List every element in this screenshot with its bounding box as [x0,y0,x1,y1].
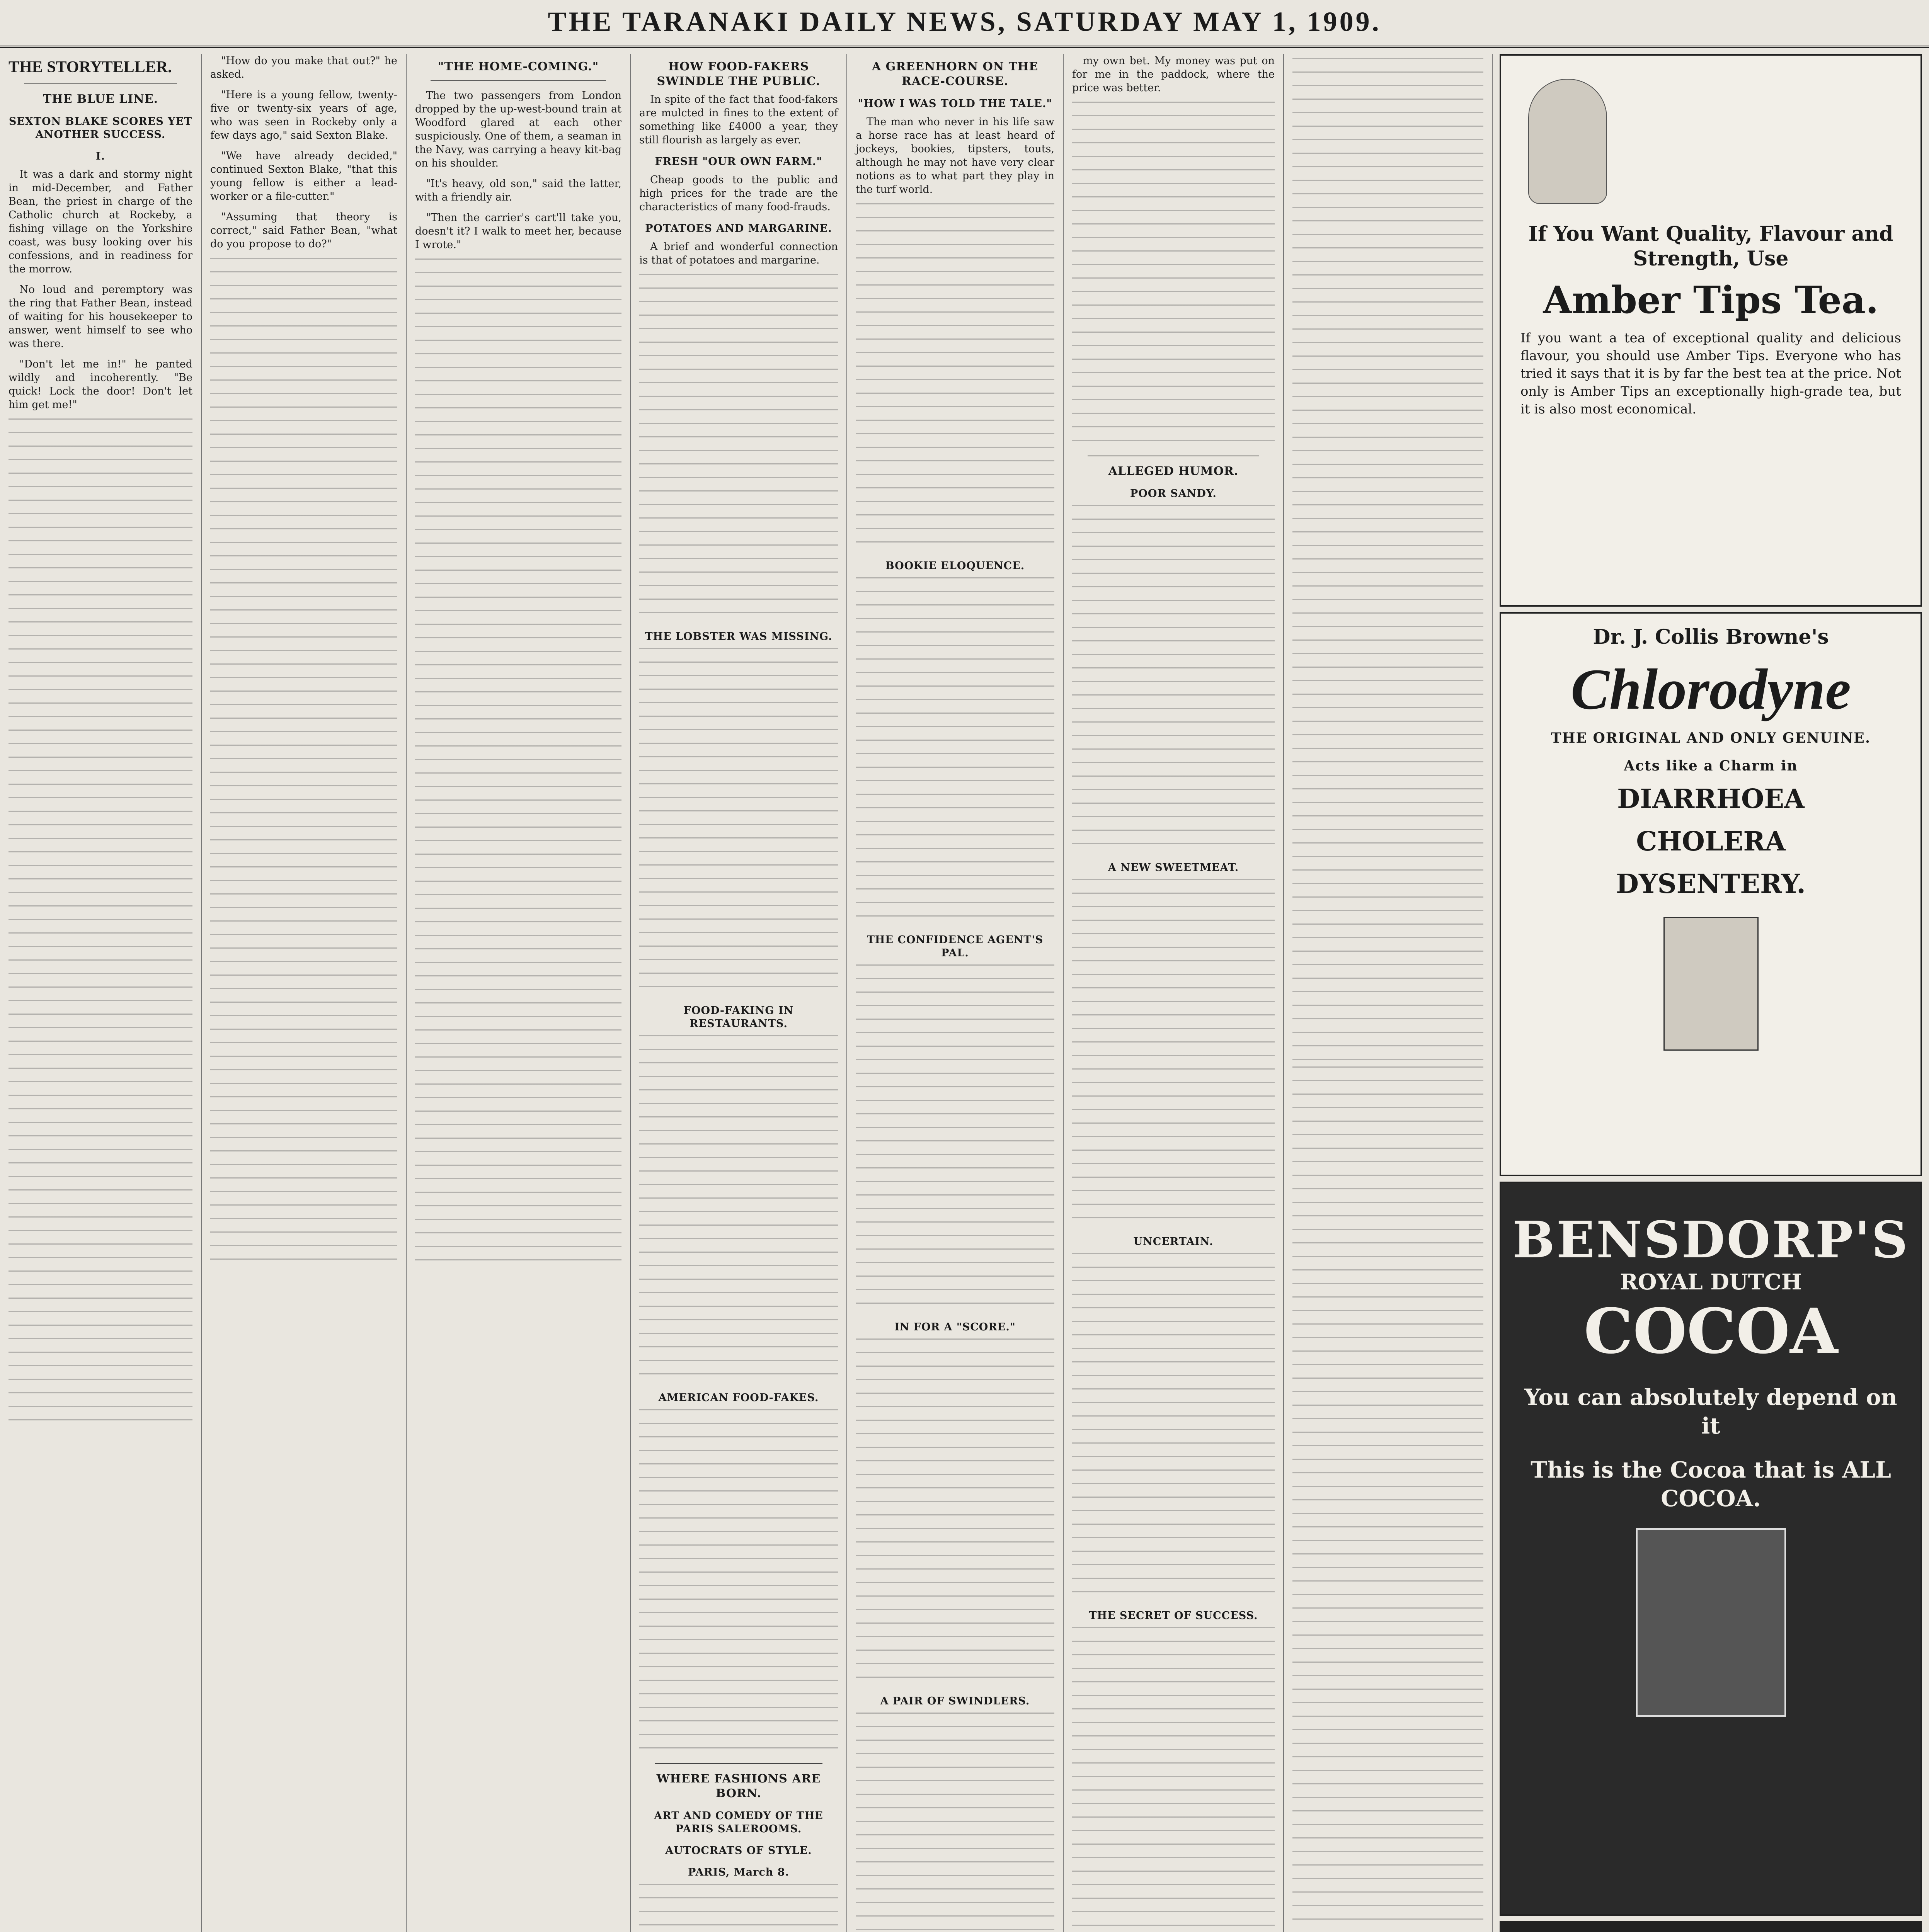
ad-tagline: Acts like a Charm in [1624,758,1798,774]
article-heading: ALLEGED HUMOR. [1108,464,1239,478]
column-home-coming [406,54,630,1932]
article-text-block [639,1884,838,1932]
ad-copy: If you want a tea of exceptional quality and delicious flavour, you should use Amber Tips. Everyone who has tried it says that it is by far the best tea at the price. Not only is Amber Tips an exceptionally high-grade tea, but it is also most economical. [1520,330,1901,417]
advertisements-column [1492,54,1929,1932]
section-heading: THE STORYTELLER. [9,58,172,76]
article-subheading: "HOW I WAS TOLD THE TALE." [858,98,1052,110]
ad-tagline: THE ORIGINAL AND ONLY GENUINE. [1551,730,1871,746]
chlorodyne-ad [1500,612,1922,1176]
article-paragraph: "Here is a young fellow, twenty-five or twenty-six years of age, who was seen in Rockeby only a few days ago," said Sexton Blake. [210,89,397,141]
ad-ailment: DIARRHOEA [1617,784,1805,815]
article-text-block [1072,1253,1275,1601]
article-text-block [1072,879,1275,1227]
ad-headline: If You Want Quality, Flavour and Strength, Use [1528,222,1893,270]
article-subheading: POTATOES AND MARGARINE. [645,223,832,235]
bottle-illustration [1663,917,1759,1051]
divider [655,1763,822,1764]
article-subheading: AUTOCRATS OF STYLE. [665,1845,812,1857]
article-text-block [856,577,1054,925]
ad-tagline: You can absolutely depend on it [1524,1384,1897,1439]
article-paragraph: "We have already decided," continued Sexton Blake, "that this young fellow is either a lead-worker or a file-cutter." [210,150,397,202]
column-story-continued [201,54,406,1932]
article-subheading: THE LOBSTER WAS MISSING. [645,631,833,643]
article-paragraph: In spite of the fact that food-fakers are mulcted in fines to the extent of something like £4000 a year, they still flourish as largely as ever. [639,94,838,146]
woman-portrait-illustration [1528,79,1607,204]
divider [24,83,177,84]
article-dateline: PARIS, March 8. [688,1866,789,1878]
ad-ailment: CHOLERA [1636,826,1786,857]
article-text-block [210,258,397,1262]
ad-maker: Dr. J. Collis Browne's [1593,625,1829,649]
article-paragraph: Cheap goods to the public and high prices for the trade are the characteristics of many food-frauds. [639,174,838,213]
article-text-block [639,648,838,996]
ad-tagline: ROYAL DUTCH [1620,1269,1802,1295]
ad-ailment: DYSENTERY. [1616,869,1806,900]
article-subheading: AMERICAN FOOD-FAKES. [658,1392,819,1404]
article-subheading: FRESH "OUR OWN FARM." [655,156,822,168]
ad-product: COCOA [1583,1295,1838,1367]
article-paragraph: A brief and wonderful connection is that of potatoes and margarine. [639,241,838,266]
bensdorp-cocoa-ad [1500,1182,1922,1916]
ad-brand: BENSDORP'S [1512,1210,1910,1269]
article-heading: HOW FOOD-FAKERS SWINDLE THE PUBLIC. [657,60,821,88]
ad-brand: Chlorodyne [1570,657,1851,721]
article-paragraph: It was a dark and stormy night in mid-December, and Father Bean, the priest in charge of the Catholic church at Rockeby, a fishing village on the Yorkshire coast, was busy looking over his confessions, and in readiness for the morrow. [9,168,192,275]
masthead-title: THE TARANAKI DAILY NEWS, SATURDAY MAY 1, 1909. [548,6,1381,37]
column-alleged-humor [1063,54,1283,1932]
article-text-block [856,203,1054,551]
amber-tips-tea-ad [1500,54,1922,607]
article-heading: WHERE FASHIONS ARE BORN. [656,1772,821,1800]
story-subtitle: SEXTON BLAKE SCORES YET ANOTHER SUCCESS. [9,116,192,141]
article-subheading: BOOKIE ELOQUENCE. [885,560,1025,572]
article-text-block [1292,1066,1483,1932]
article-text-block [1072,102,1275,449]
article-subheading: ART AND COMEDY OF THE PARIS SALEROOMS. [654,1810,823,1835]
newspaper-masthead [0,0,1929,48]
ad-brand: Amber Tips Tea. [1543,278,1879,322]
article-paragraph: my own bet. My money was put on for me in the paddock, where the price was better. [1072,55,1275,94]
article-text-block [9,418,192,1423]
column-food-fakers [630,54,846,1932]
column-humor-continued [1283,54,1492,1932]
article-text-block [639,1409,838,1757]
article-subheading: IN FOR A "SCORE." [894,1321,1016,1333]
article-subheading: THE CONFIDENCE AGENT'S PAL. [867,934,1044,959]
article-paragraph: "Don't let me in!" he panted wildly and incoherently. "Be quick! Lock the door! Don't let him get me!" [9,358,192,411]
article-paragraph: The man who never in his life saw a horse race has at least heard of jockeys, bookies, tipsters, touts, although he may not have very clear notions as to what part they play in the turf world. [856,116,1054,196]
article-subheading: UNCERTAIN. [1133,1236,1214,1248]
article-text-block [856,1338,1054,1686]
article-paragraph: "Then the carrier's cart'll take you, doesn't it? I walk to meet her, because I wrote." [415,212,621,251]
article-text-block [1292,58,1483,1063]
article-subheading: POOR SANDY. [1130,488,1217,500]
divider [431,80,606,81]
chapter-number: I. [95,150,106,162]
article-subheading: A PAIR OF SWINDLERS. [880,1695,1030,1707]
article-paragraph: "It's heavy, old son," said the latter, with a friendly air. [415,178,621,203]
column-storyteller [0,54,201,1932]
article-text-block [856,1713,1054,1932]
article-paragraph: The two passengers from London dropped by the up-west-bound train at Woodford glared at each other suspiciously. One of them, a seaman in the Navy, was carrying a heavy kit-bag on his shoulder. [415,90,621,169]
article-subheading: THE SECRET OF SUCCESS. [1089,1610,1258,1622]
article-subheading: FOOD-FAKING IN RESTAURANTS. [683,1005,794,1030]
article-text-block [856,964,1054,1312]
article-heading: "THE HOME-COMING." [438,60,599,73]
article-text-block [415,259,621,1263]
article-text-block [1072,1627,1275,1932]
ad-headline [1501,1923,1920,1932]
article-heading: A GREENHORN ON THE RACE-COURSE. [872,60,1039,88]
story-title: THE BLUE LINE. [43,92,158,106]
article-paragraph: "Assuming that theory is correct," said Father Bean, "what do you propose to do?" [210,211,397,250]
cocoa-tin-illustration [1636,1528,1786,1717]
article-text-block [1072,505,1275,853]
ad-tagline: This is the Cocoa that is ALL COCOA. [1531,1457,1891,1512]
column-greenhorn [846,54,1063,1932]
article-text-block [639,274,838,622]
article-text-block [639,1035,838,1383]
article-paragraph: "How do you make that out?" he asked. [210,55,397,80]
afternoon-tea-spoons-ad [1500,1921,1922,1932]
article-subheading: A NEW SWEETMEAT. [1108,862,1239,874]
article-paragraph: No loud and peremptory was the ring that Father Bean, instead of waiting for his housekeeper to answer, went himself to see who was there. [9,284,192,350]
